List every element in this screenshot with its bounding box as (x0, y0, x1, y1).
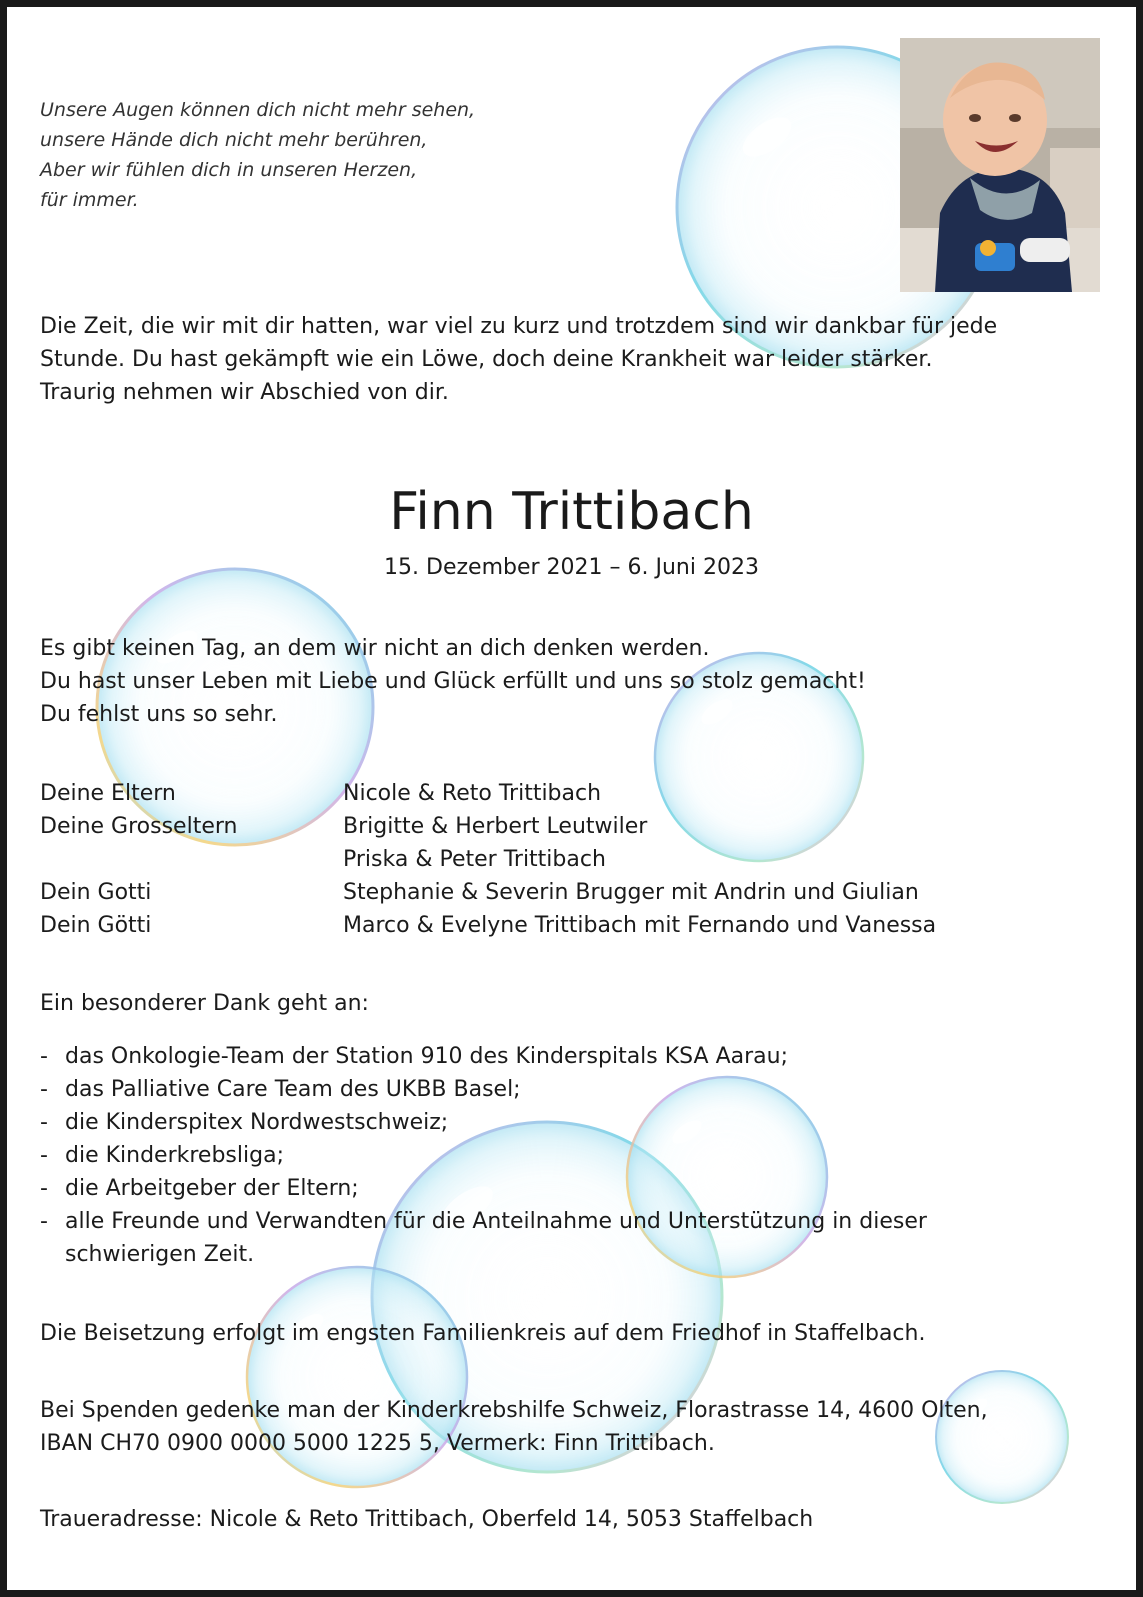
poem-line: Aber wir fühlen dich in unseren Herzen, (40, 159, 418, 181)
thanks-item (40, 1139, 927, 1172)
donations-line: IBAN CH70 0900 0000 5000 1225 5, Vermerk: Finn Trittibach. (40, 1431, 715, 1456)
thanks-item-text: das Palliative Care Team des UKBB Basel; (65, 1077, 521, 1102)
bullet-dash: - (40, 1143, 48, 1168)
donations-note (40, 1394, 988, 1460)
thanks-item-text: das Onkologie-Team der Station 910 des Kinderspitals KSA Aarau; (65, 1044, 789, 1069)
relative-role: Dein Götti (40, 913, 152, 938)
relative-names: Priska & Peter Trittibach (343, 847, 606, 872)
thanks-item-text: die Arbeitgeber der Eltern; (65, 1176, 359, 1201)
thanks-item-text: schwierigen Zeit. (65, 1242, 255, 1267)
thanks-list (40, 1040, 927, 1271)
thanks-item (40, 1205, 927, 1238)
obituary-sheet (7, 7, 1136, 1590)
thanks-item-continuation (40, 1238, 927, 1271)
relative-role: Dein Gotti (40, 880, 152, 905)
burial-note: Die Beisetzung erfolgt im engsten Familienkreis auf dem Friedhof in Staffelbach. (40, 1321, 926, 1346)
intro-line: Stunde. Du hast gekämpft wie ein Löwe, doch deine Krankheit war leider stärker. (40, 347, 933, 372)
life-dates: 15. Dezember 2021 – 6. Juni 2023 (384, 555, 759, 580)
thanks-item (40, 1172, 927, 1205)
deceased-name: Finn Trittibach (389, 482, 754, 542)
bullet-dash: - (40, 1209, 48, 1234)
relative-role: Deine Grosseltern (40, 814, 238, 839)
relative-names: Marco & Evelyne Trittibach mit Fernando und Vanessa (343, 913, 937, 938)
remembrance-line: Du hast unser Leben mit Liebe und Glück erfüllt und uns so stolz gemacht! (40, 669, 866, 694)
thanks-item-text: die Kinderkrebsliga; (65, 1143, 284, 1168)
intro-line: Traurig nehmen wir Abschied von dir. (40, 380, 449, 405)
remembrance-paragraph (40, 632, 866, 731)
mourning-address: Traueradresse: Nicole & Reto Trittibach, Oberfeld 14, 5053 Staffelbach (40, 1507, 814, 1532)
bullet-dash: - (40, 1044, 48, 1069)
obituary-text (7, 7, 1136, 1590)
relative-names: Stephanie & Severin Brugger mit Andrin und Giulian (343, 880, 919, 905)
bullet-dash: - (40, 1077, 48, 1102)
poem (40, 95, 475, 215)
poem-line: unsere Hände dich nicht mehr berühren, (40, 129, 428, 151)
remembrance-line: Du fehlst uns so sehr. (40, 702, 278, 727)
thanks-heading: Ein besonderer Dank geht an: (40, 991, 369, 1016)
bullet-dash: - (40, 1110, 48, 1135)
intro-paragraph (40, 310, 997, 409)
donations-line: Bei Spenden gedenke man der Kinderkrebshilfe Schweiz, Florastrasse 14, 4600 Olten, (40, 1398, 988, 1423)
thanks-item-text: die Kinderspitex Nordwestschweiz; (65, 1110, 449, 1135)
remembrance-line: Es gibt keinen Tag, an dem wir nicht an dich denken werden. (40, 636, 710, 661)
thanks-item (40, 1073, 927, 1106)
poem-line: für immer. (40, 189, 139, 211)
thanks-item (40, 1106, 927, 1139)
bullet-dash: - (40, 1176, 48, 1201)
relative-role: Deine Eltern (40, 781, 176, 806)
relative-names: Nicole & Reto Trittibach (343, 781, 602, 806)
poem-line: Unsere Augen können dich nicht mehr sehen, (40, 99, 476, 121)
relative-names: Brigitte & Herbert Leutwiler (343, 814, 648, 839)
thanks-item-text: alle Freunde und Verwandten für die Anteilnahme und Unterstützung in dieser (65, 1209, 927, 1234)
intro-line: Die Zeit, die wir mit dir hatten, war viel zu kurz und trotzdem sind wir dankbar für jede (40, 314, 998, 339)
thanks-item (40, 1040, 927, 1073)
